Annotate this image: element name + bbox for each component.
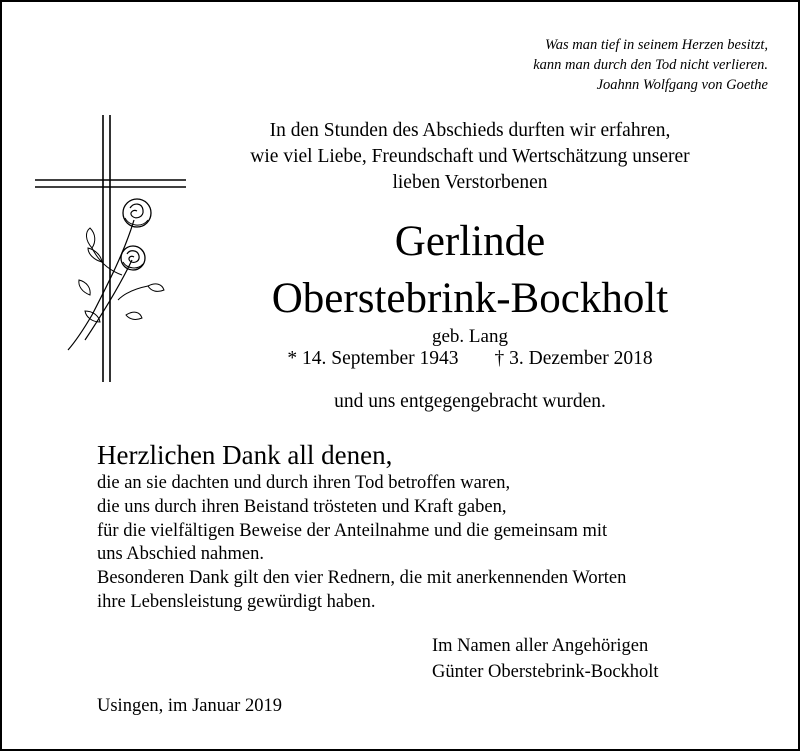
outro-text: und uns entgegengebracht wurden. [334, 391, 606, 412]
place-and-date: Usingen, im Januar 2019 [97, 696, 282, 716]
signature [432, 633, 659, 685]
death-date: † 3. Dezember 2018 [494, 348, 653, 369]
thanks-heading: Herzlichen Dank all denen, [97, 440, 393, 470]
deceased-last-name: Oberstebrink-Bockholt [271, 275, 669, 322]
life-dates [200, 346, 740, 372]
thanks-line: die an sie dachten und durch ihren Tod betroffen waren, [97, 473, 511, 493]
intro-line: lieben Verstorbenen [392, 172, 548, 193]
cross-with-roses-icon [30, 110, 190, 385]
quote-line: Was man tief in seinem Herzen besitzt, [545, 37, 768, 53]
birth-date: * 14. September 1943 [287, 348, 459, 369]
goethe-quote [533, 35, 768, 95]
intro-line: In den Stunden des Abschieds durften wir erfahren, [269, 120, 671, 141]
intro-line: wie viel Liebe, Freundschaft und Wertschätzung unserer [250, 146, 690, 167]
thanks-line: Besonderen Dank gilt den vier Rednern, die mit anerkennenden Worten [97, 568, 627, 589]
quote-author: Joahnn Wolfgang von Goethe [596, 77, 768, 93]
thanks-line: die uns durch ihren Beistand trösteten und Kraft gaben, [97, 496, 507, 517]
thanks-line: uns Abschied nahmen. [97, 544, 264, 565]
signature-line: Im Namen aller Angehörigen [432, 636, 649, 656]
thanks-line: für die vielfältigen Beweise der Anteilnahme und die gemeinsam mit [97, 520, 608, 541]
intro-text [200, 118, 740, 196]
deceased-first-name: Gerlinde [394, 218, 546, 265]
maiden-name: geb. Lang [432, 326, 508, 347]
quote-line: kann man durch den Tod nicht verlieren. [533, 57, 768, 73]
thanks-body [97, 472, 626, 615]
thanks-line: ihre Lebensleistung gewürdigt haben. [97, 591, 376, 612]
signature-name: Günter Oberstebrink-Bockholt [432, 662, 659, 682]
